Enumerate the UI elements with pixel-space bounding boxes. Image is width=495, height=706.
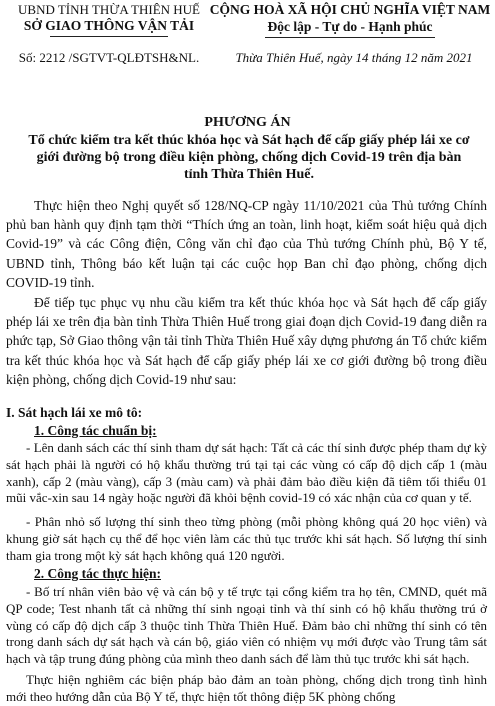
issuing-agency-block (4, 2, 214, 37)
subsection-1-heading: 1. Công tác chuẩn bị: (34, 423, 157, 438)
intro-paragraph: Để tiếp tục phục vụ nhu cầu kiểm tra kết thúc khóa học và Sát hạch để cấp giấy phép lái xe trên địa bàn tỉnh Thừa Thiên Huế trong giai đoạn dịch Covid-19 đang diễn ra phức tạp, Sở Giao thông vận tải tỉnh Thừa Thiên Huế xây dựng phương án Tổ chức kiểm tra kết thúc khóa học và Sát hạch để cấp giấy phép lái xe cơ giới đường bộ trong điều kiện phòng, chống dịch Covid-19 như sau: (6, 295, 487, 387)
document-subtitle: Tổ chức kiểm tra kết thúc khóa học và Sát hạch để cấp giấy phép lái xe cơ giới đường bộ trong điều kiện phòng, chống dịch Covid-19 trên địa bàn tỉnh Thừa Thiên Huế. (28, 133, 470, 182)
national-motto: Độc lập - Tự do - Hạnh phúc (267, 19, 433, 34)
agency-parent: UBND TỈNH THỪA THIÊN HUẾ (18, 2, 200, 17)
document-number: Số: 2212 /SGTVT-QLĐTSH&NL. (18, 50, 200, 65)
document-title: PHƯƠNG ÁN (204, 115, 291, 130)
document-date: Thừa Thiên Huế, ngày 14 tháng 12 năm 2021 (235, 50, 473, 65)
intro-paragraph: Thực hiện theo Nghị quyết số 128/NQ-CP ngày 11/10/2021 của Thủ tướng Chính phủ ban hành quy định tạm thời “Thích ứng an toàn, linh hoạt, kiểm soát hiệu quả dịch Covid-19” và các Công điện, Công văn chỉ đạo của Thủ tướng Chính phủ, Bộ Y tế, UBND tỉnh, Thông báo kết luận tại các cuộc họp Ban chỉ đạo phòng, chống dịch COVID-19 tỉnh. (6, 198, 487, 290)
agency-underline (50, 36, 168, 37)
subsection-2-heading: 2. Công tác thực hiện: (34, 566, 161, 581)
section-1-heading: I. Sát hạch lái xe mô tô: (6, 405, 143, 420)
motto-underline (265, 37, 435, 38)
national-header-block (205, 2, 495, 38)
agency-name: SỞ GIAO THÔNG VẬN TẢI (23, 18, 195, 33)
list-item: - Lên danh sách các thí sinh tham dự sát hạch: Tất cả các thí sinh được phép tham dự kỳ sát hạch phải là người có hộ khẩu thường trú tại tại các vùng có cấp độ dịch cấp 1 (màu xanh), cấp 2 (màu vàng), cấp 3 (màu cam) và phải đảm bảo điều kiện đã tiêm tối thiểu 01 mũi vắc-xin sau 14 ngày hoặc người đã khỏi bệnh covid-19 có xác nhận của cơ quan y tế. (6, 440, 487, 506)
country-name: CỘNG HOÀ XÃ HỘI CHỦ NGHĨA VIỆT NAM (209, 2, 491, 17)
list-item: - Bố trí nhân viên bảo vệ và cán bộ y tế trực tại cổng kiểm tra họ tên, CMND, quét mã QP code; Test nhanh tất cả những thí sinh ngoại tỉnh và thí sinh có hộ khẩu thường trú ở vùng có cấp độ dịch cấp 3 thuộc tỉnh Thừa Thiên Huế. Đảm bảo chỉ những thí sinh có tên trong danh sách dự sát hạch và cán bộ, giáo viên có nhiệm vụ mới được vào Trung tâm sát hạch và tập trung đúng phòng của mình theo danh sách để làm thủ tục trước khi sát hạch. (6, 584, 487, 667)
list-item: Thực hiện nghiêm các biện pháp bảo đảm an toàn phòng, chống dịch trong tình hình mới theo hướng dẫn của Bộ Y tế, thực hiện tốt thông điệp 5K phòng chống (6, 672, 487, 704)
list-item: - Phân nhỏ số lượng thí sinh theo từng phòng (mỗi phòng không quá 20 học viên) và khung giờ sát hạch cụ thể để học viên làm các thủ tục trước khi sát hạch. Số lượng thí sinh tham gia trong một kỳ sát hạch không quá 120 người. (6, 514, 487, 563)
